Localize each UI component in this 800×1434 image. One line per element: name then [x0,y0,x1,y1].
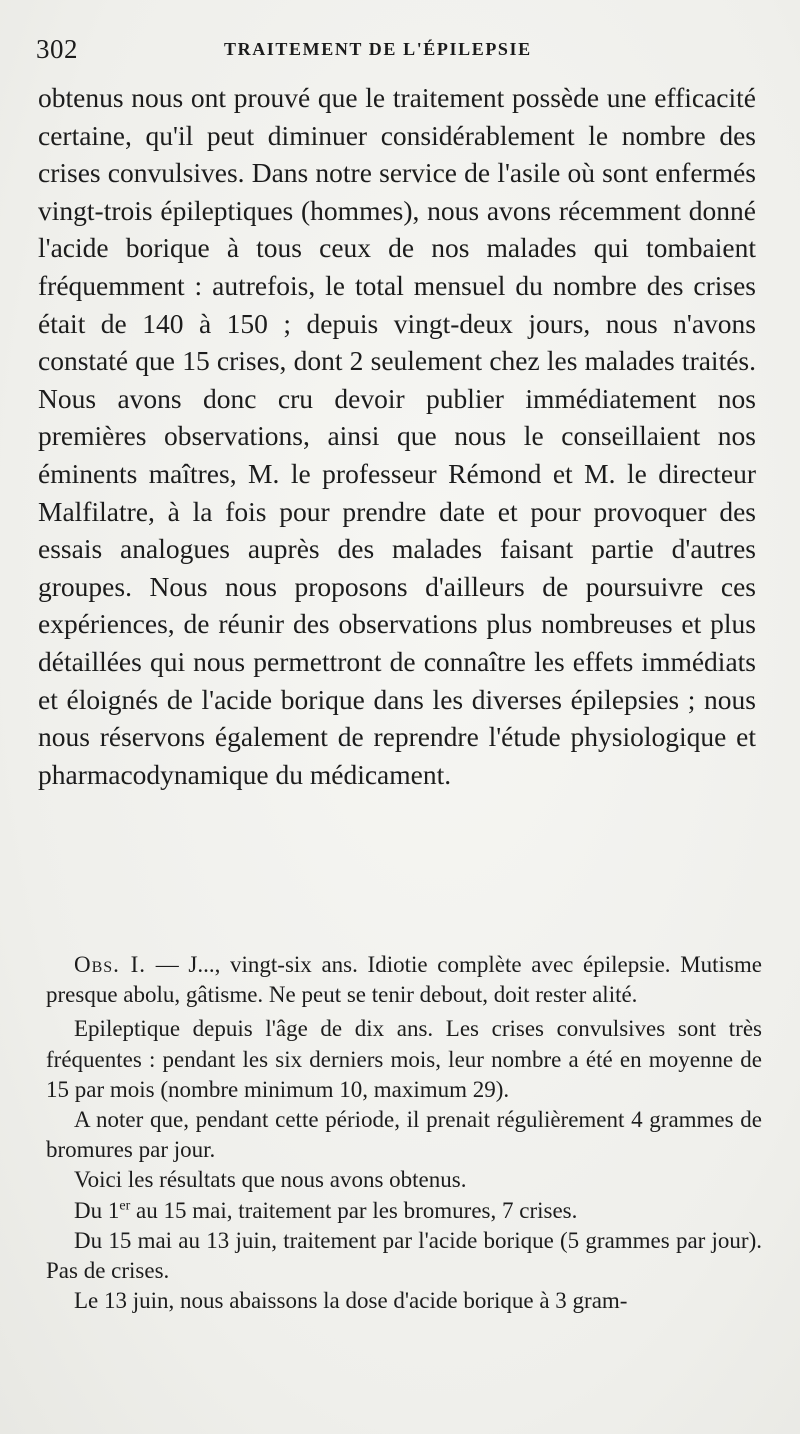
running-head: TRAITEMENT DE L'ÉPILEPSIE [224,39,532,59]
bromide-line-superscript: er [119,1197,131,1213]
observation-paragraph-6: Le 13 juin, nous abaissons la dose d'acide borique à 3 gram- [74,1288,628,1314]
observation-paragraph-4 [46,1196,762,1226]
observation-paragraph-3: Voici les résultats que nous avons obtenus. [74,1167,467,1193]
observation-intro-text: — J..., vingt-six ans. Idiotie complète avec épilepsie. Mutisme presque abolu, gâtisme. Ne peut se tenir debout, doit rester alité. [46,952,762,1008]
observation-intro [46,950,762,1010]
page-header [36,34,766,74]
bromide-line-prefix: Du 1 [74,1197,120,1223]
bromide-line-rest: au 15 mai, traitement par les bromures, 7 crises. [130,1197,578,1223]
main-paragraph: obtenus nous ont prouvé que le traitement possède une efficacité certaine, qu'il peut diminuer considérablement le nombre des crises convulsives. Dans notre service de l'asile où sont enfermés vingt-trois épileptiques (hommes), nous avons récemment donné l'acide borique à tous ceux de nos malades qui tombaient fréquemment : autrefois, le total mensuel du nombre des crises était de 140 à 150 ; depuis vingt-deux jours, nous n'avons constaté que 15 crises, dont 2 seulement chez les malades traités. Nous avons donc cru devoir publier immédiatement nos premières observations, ainsi que nous le conseillaient nos éminents maîtres, M. le professeur Rémond et M. le directeur Malfilatre, à la fois pour prendre date et pour provoquer des essais analogues auprès des malades faisant partie d'autres groupes. Nous nous proposons d'ailleurs de poursuivre ces expériences, de réunir des observations plus nombreuses et plus détaillées qui nous permettront de connaître les effets immédiats et éloignés de l'acide borique dans les diverses épilepsies ; nous nous réservons également de reprendre l'étude physiologique et pharmacodynamique du médicament. [38,82,756,790]
observation-paragraph-5: Du 15 mai au 13 juin, traitement par l'acide borique (5 grammes par jour). Pas de crises. [46,1227,762,1284]
observation-paragraph-1: Epileptique depuis l'âge de dix ans. Les crises convulsives sont très fréquentes : pendant les six derniers mois, leur nombre a été en moyenne de 15 par mois (nombre minimum 10, maximum 29). [46,1016,762,1102]
observation-block [46,950,762,1316]
observation-paragraph-2: A noter que, pendant cette période, il prenait régulièrement 4 grammes de bromures par jour. [46,1107,762,1163]
page-number: 302 [36,34,78,64]
main-text-block [38,79,756,793]
observation-label: Obs. I. [74,952,147,977]
